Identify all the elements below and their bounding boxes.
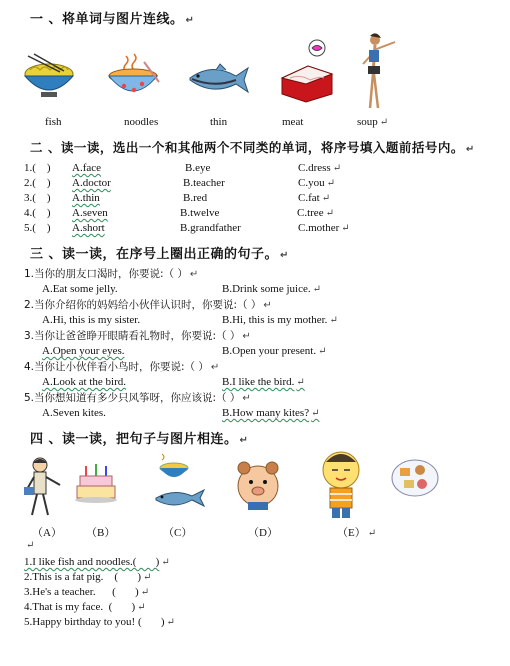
s2-row-num: 1.( ) (24, 162, 51, 174)
return-mark: ↵ (26, 540, 35, 551)
s2-option-a: A.face (72, 162, 102, 174)
s3-question: 2.当你介绍你的妈妈给小伙伴认识时，你要说:（ ） ↵ (24, 299, 272, 311)
birthday-cake-icon (74, 462, 118, 504)
s3-question: 1.当你的朋友口渴时，你要说:（ ） ↵ (24, 268, 199, 280)
s3-question: 4.当你让小伙伴看小鸟时，你要说:（ ） ↵ (24, 361, 220, 373)
thin-woman-icon (355, 30, 399, 112)
word-fish: fish (45, 116, 62, 128)
picture-label-a: （A） (32, 527, 62, 539)
s4-sentence: 3.He's a teacher. ( ) ↵ (24, 586, 150, 598)
s2-option-c: C.you ↵ (298, 177, 335, 189)
picture-label-e: （E） ↵ (337, 527, 377, 539)
word-thin: thin (210, 116, 228, 128)
word-soup: soup ↵ (357, 116, 389, 128)
s3-option-b: B.How many kites? ↵ (222, 407, 320, 419)
s2-row-num: 4.( ) (24, 207, 51, 219)
s4-sentence: 1.I like fish and noodles.( ) ↵ (24, 556, 170, 568)
soup-bowl-icon (104, 52, 162, 104)
section4-title: 四 、读一读，把句子与图片相连。 ↵ (30, 432, 249, 447)
teacher-icon (22, 455, 62, 517)
s2-option-b: B.teacher (183, 177, 225, 189)
section2-title: 二 、读一读，选出一个和其他两个不同类的单词，将序号填入题前括号内。 ↵ (30, 140, 475, 155)
s4-sentence: 4.That is my face. ( ) ↵ (24, 601, 146, 613)
s2-row-num: 2.( ) (24, 177, 51, 189)
s3-option-b: B.Open your present. ↵ (222, 345, 327, 357)
s2-option-c: C.dress ↵ (298, 162, 342, 174)
meat-icon (278, 38, 336, 104)
s2-option-a: A.thin (72, 192, 100, 204)
s2-option-a: A.seven (72, 207, 108, 219)
fish-noodles-icon (152, 452, 208, 518)
s3-option-a: A.Eat some jelly. (42, 283, 118, 295)
s2-option-b: B.red (183, 192, 208, 204)
fat-pig-icon (234, 456, 282, 512)
s4-sentence: 2.This is a fat pig. ( ) ↵ (24, 571, 152, 583)
boy-face-icon (318, 450, 364, 520)
s4-sentence: 5.Happy birthday to you! ( ) ↵ (24, 616, 175, 628)
s2-option-a: A.short (72, 222, 105, 234)
s2-option-b: B.twelve (180, 207, 220, 219)
s3-option-b: B.I like the bird. ↵ (222, 376, 305, 388)
section-marker (21, 30, 26, 33)
s3-question: 3.当你让爸爸睁开眼睛看礼物时，你要说:（ ） ↵ (24, 330, 251, 342)
s3-question: 5.当你想知道有多少只风筝呀，你应该说:（ ） ↵ (24, 392, 251, 404)
fish-icon (186, 58, 250, 102)
picture-label-d: （D） (248, 527, 278, 539)
word-meat: meat (282, 116, 304, 128)
picture-label-b: （B） (86, 527, 116, 539)
s3-option-a: A.Look at the bird. (42, 376, 127, 388)
word-noodles: noodles (124, 116, 159, 128)
s3-option-b: B.Drink some juice. ↵ (222, 283, 321, 295)
s3-option-a: A.Hi, this is my sister. (42, 314, 141, 326)
s2-option-a: A.doctor (72, 177, 111, 189)
s3-option-a: A.Open your eyes. (42, 345, 125, 357)
s2-row-num: 5.( ) (24, 222, 51, 234)
s3-option-b: B.Hi, this is my mother. ↵ (222, 314, 338, 326)
picture-label-c: （C） (163, 527, 193, 539)
s2-row-num: 3.( ) (24, 192, 51, 204)
s2-option-b: B.eye (185, 162, 211, 174)
s2-option-b: B.grandfather (180, 222, 241, 234)
s2-option-c: C.tree ↵ (297, 207, 334, 219)
section3-title: 三 、读一读，在序号上圈出正确的句子。 ↵ (30, 247, 289, 262)
s2-option-c: C.mother ↵ (298, 222, 350, 234)
s2-option-c: C.fat ↵ (298, 192, 331, 204)
food-dishes-icon (390, 456, 440, 500)
noodles-bowl-icon (20, 52, 78, 104)
s3-option-a: A.Seven kites. (42, 407, 106, 419)
section1-title: 一 、将单词与图片连线。 ↵ (30, 12, 195, 27)
